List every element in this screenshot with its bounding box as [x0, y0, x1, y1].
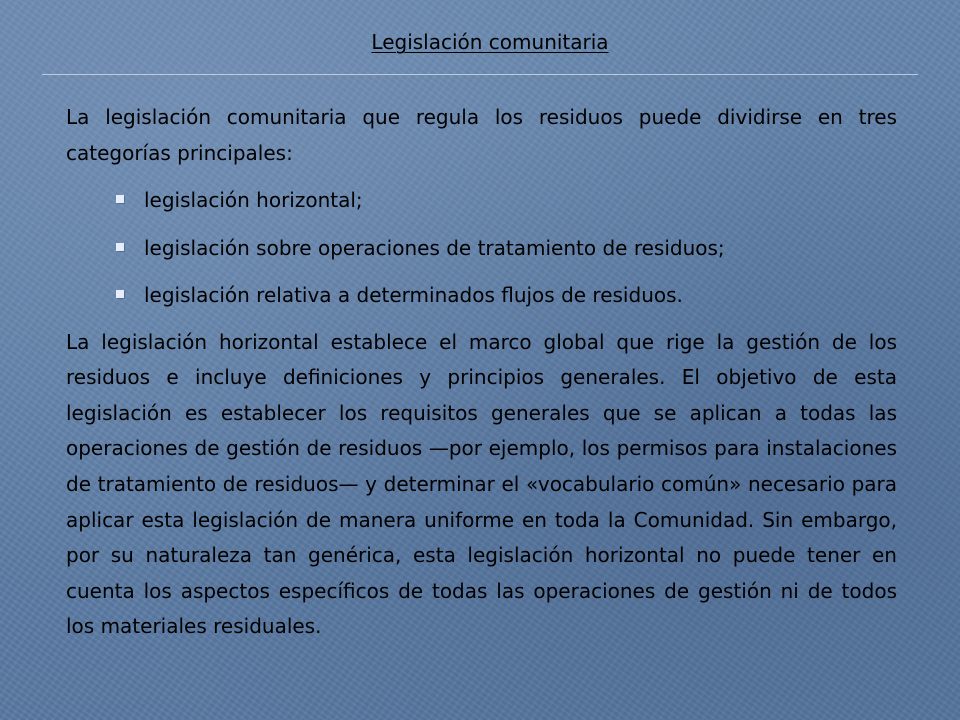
list-item — [116, 272, 897, 320]
list-item-text: legislación relativa a determinados flujos de residuos. — [144, 283, 683, 308]
intro-paragraph: La legislación comunitaria que regula los residuos puede dividirse en tres categorías principales: — [66, 105, 897, 165]
title-divider — [42, 74, 918, 75]
square-bullet-icon — [116, 243, 124, 251]
list-item-text: legislación horizontal; — [144, 188, 363, 213]
slide-content — [66, 100, 897, 645]
list-item — [116, 225, 897, 273]
category-list — [66, 177, 897, 320]
body-paragraph: La legislación horizontal establece el marco global que rige la gestión de los residuos e incluye definiciones y principios generales. El objetivo de esta legislación es establecer los requisitos generales que se aplican a todas las operaciones de gestión de residuos —por ejemplo, los permisos para instalaciones de tratamiento de residuos— y determinar el «vocabulario común» necesario para aplicar esta legislación de manera uniforme en toda la Comunidad. Sin embargo, por su naturaleza tan genérica, esta legislación horizontal no puede tener en cuenta los aspectos específicos de todas las operaciones de gestión ni de todos los materiales residuales. — [66, 329, 897, 639]
square-bullet-icon — [116, 195, 124, 203]
list-item — [116, 177, 897, 225]
slide-title: Legislación comunitaria — [371, 30, 609, 54]
list-item-text: legislación sobre operaciones de tratamiento de residuos; — [144, 235, 725, 260]
square-bullet-icon — [116, 290, 124, 298]
